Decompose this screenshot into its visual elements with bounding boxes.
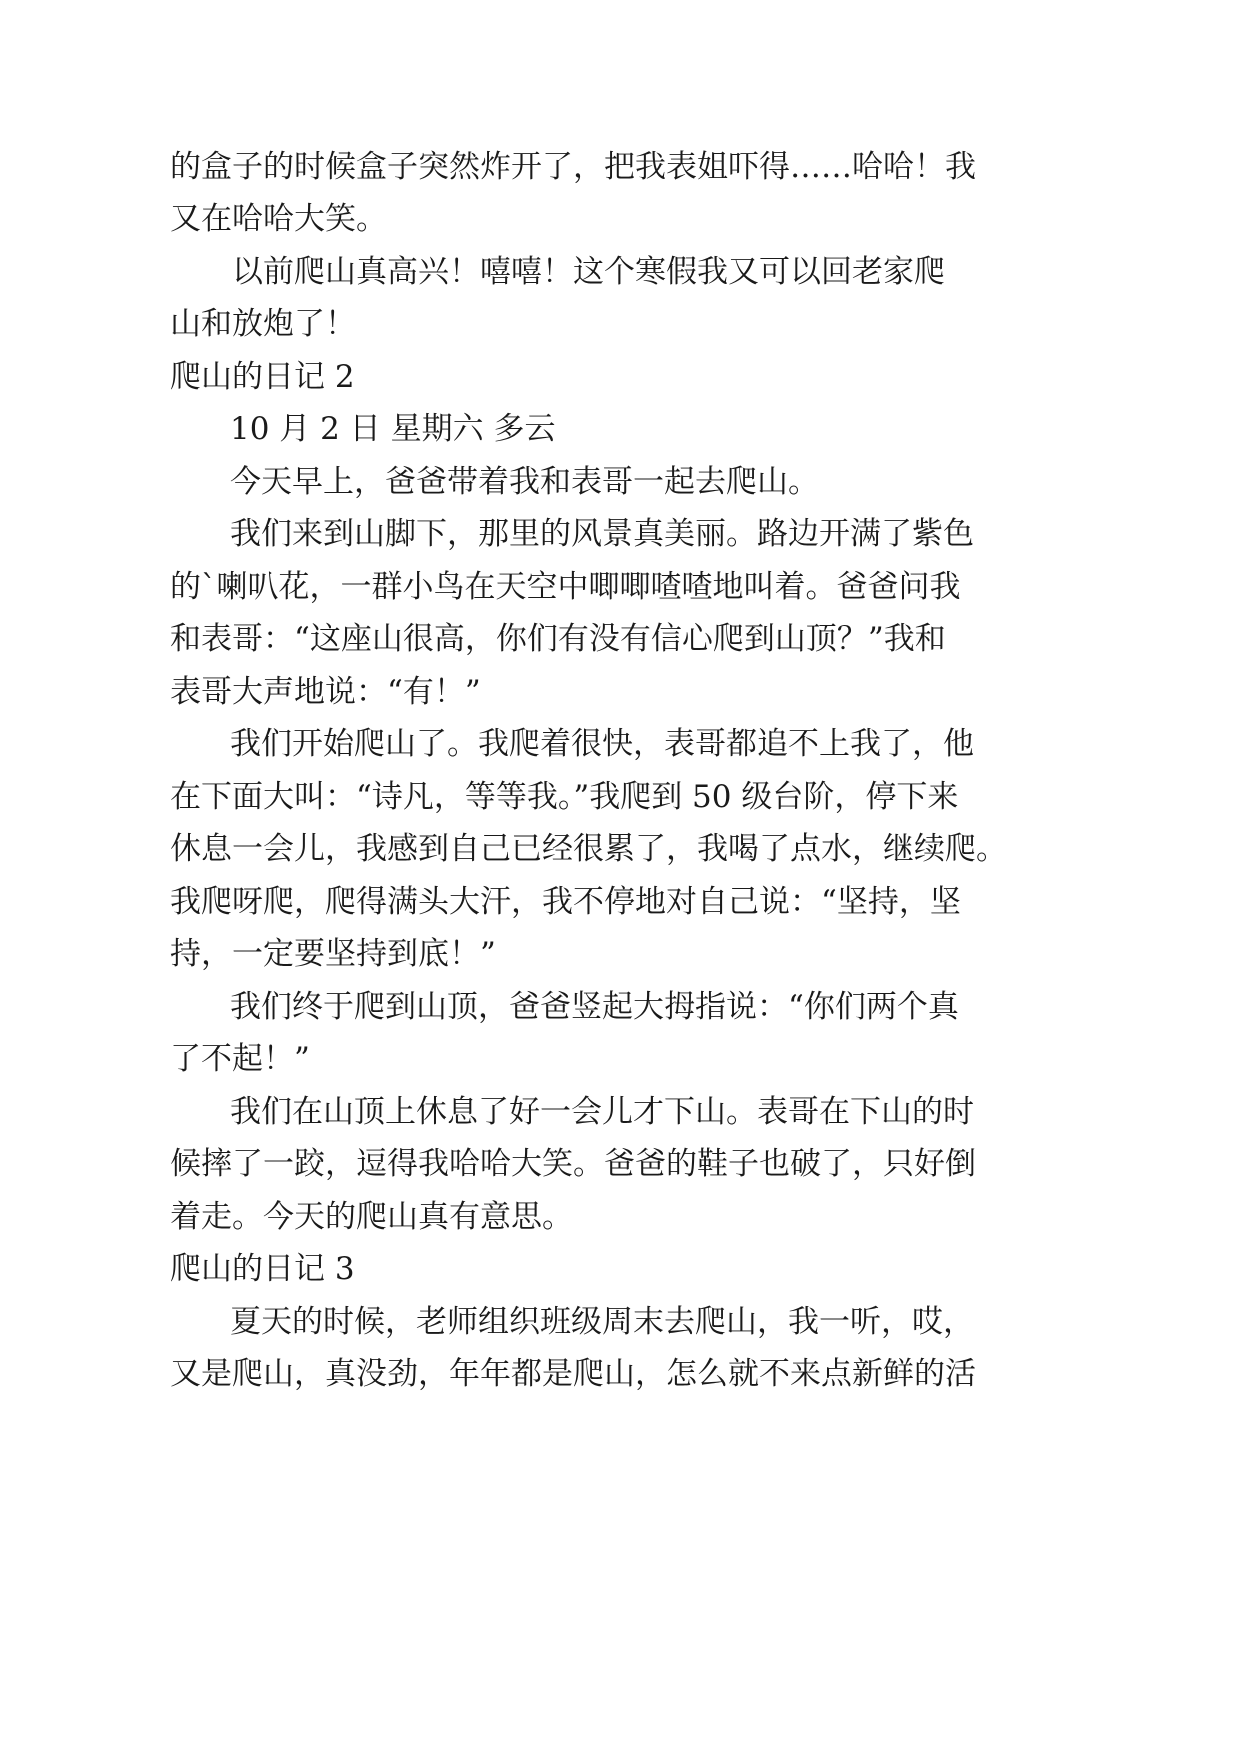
paragraph-text: 的盒子的时候盒子突然炸开了，把我表姐吓得……哈哈！我 xyxy=(170,149,976,185)
paragraph-text: 我们在山顶上休息了好一会儿才下山。表哥在下山的时 xyxy=(230,1094,974,1130)
paragraph-text: 我们终于爬到山顶，爸爸竖起大拇指说：“你们两个真 xyxy=(230,989,959,1025)
paragraph-text: 我爬呀爬，爬得满头大汗，我不停地对自己说：“坚持，坚 xyxy=(170,884,961,920)
paragraph-text: 着走。今天的爬山真有意思。 xyxy=(170,1199,573,1235)
paragraph-text: 我们开始爬山了。我爬着很快，表哥都追不上我了，他 xyxy=(230,726,974,762)
paragraph-text: 又在哈哈大笑。 xyxy=(170,201,387,237)
paragraph-text: 以前爬山真高兴！嘻嘻！这个寒假我又可以回老家爬 xyxy=(232,254,945,290)
paragraph-text: 和表哥：“这座山很高，你们有没有信心爬到山顶？”我和 xyxy=(170,621,946,657)
paragraph-text: 今天早上，爸爸带着我和表哥一起去爬山。 xyxy=(230,464,819,500)
paragraph-text: 夏天的时候，老师组织班级周末去爬山，我一听，哎， xyxy=(230,1304,974,1340)
paragraph-text: 持，一定要坚持到底！” xyxy=(170,936,496,972)
paragraph-text: 我们来到山脚下，那里的风景真美丽。路边开满了紫色 xyxy=(230,516,974,552)
paragraph-text: 山和放炮了！ xyxy=(170,306,356,342)
paragraph-text: 又是爬山，真没劲，年年都是爬山，怎么就不来点新鲜的活 xyxy=(170,1356,976,1392)
paragraph-text: 了不起！” xyxy=(170,1041,310,1077)
paragraph-text: 表哥大声地说：“有！” xyxy=(170,674,481,710)
section-title: 爬山的日记 2 xyxy=(170,359,355,395)
paragraph-text: 候摔了一跤，逗得我哈哈大笑。爸爸的鞋子也破了，只好倒 xyxy=(170,1146,976,1182)
paragraph-text: 在下面大叫：“诗凡，等等我。”我爬到 50 级台阶，停下来 xyxy=(170,779,959,815)
section-title: 爬山的日记 3 xyxy=(170,1251,355,1287)
paragraph-text: 的`喇叭花，一群小鸟在天空中唧唧喳喳地叫着。爸爸问我 xyxy=(170,569,961,605)
paragraph-text: 休息一会儿，我感到自己已经很累了，我喝了点水，继续爬。 xyxy=(170,831,1007,867)
diary-date-line: 10 月 2 日 星期六 多云 xyxy=(230,411,556,447)
